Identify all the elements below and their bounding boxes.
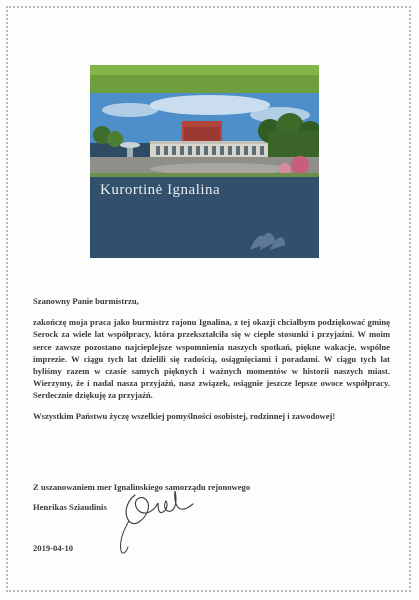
hero-title: Kurortinė Ignalina bbox=[100, 182, 221, 198]
hero-banner bbox=[90, 65, 319, 258]
signatory-name: Henrikas Sziaudinis bbox=[33, 502, 107, 512]
handwritten-signature bbox=[113, 483, 203, 558]
greeting: Szanowny Panie burmistrzu, bbox=[33, 296, 139, 306]
letter-paragraph-1: zakończę moja praca jako burmistrz rajonu Ignalina, z tej okazji chciałbym podziękować gminę Serock za wiele lat współpracy, która przekształciła się w ciepłe stosunki i przyjaźni. W moim serce zawsze pozostano najcieplejsze wspomnienia naszych spotkań, piękne wakacje, wspólne imprezie. W ciągu tych lat dzielili się radością, osiągnięciami i poradami. W ciągu tych lat byliśmy razem w czasie samych pięknych i ważnych momentów w historii naszych miast. Wierzymy, że i nadal nasza przyjaźń, nasz związek, osiągnie jeszcze lepsze owoce współpracy. Serdecznie dziękuję za przyjaźń. bbox=[33, 317, 390, 401]
coat-of-arms-icon bbox=[285, 186, 319, 258]
letter-paragraph-2: Wszystkim Państwu życzę wszelkiej pomyślności osobistej, rodzinnej i zawodowej! bbox=[33, 410, 336, 421]
letter-date: 2019-04-10 bbox=[33, 543, 74, 553]
letter-body bbox=[33, 295, 390, 430]
closing-line: Z uszanowaniem mer Ignalinskiego samorządu rejonowego bbox=[33, 482, 251, 492]
